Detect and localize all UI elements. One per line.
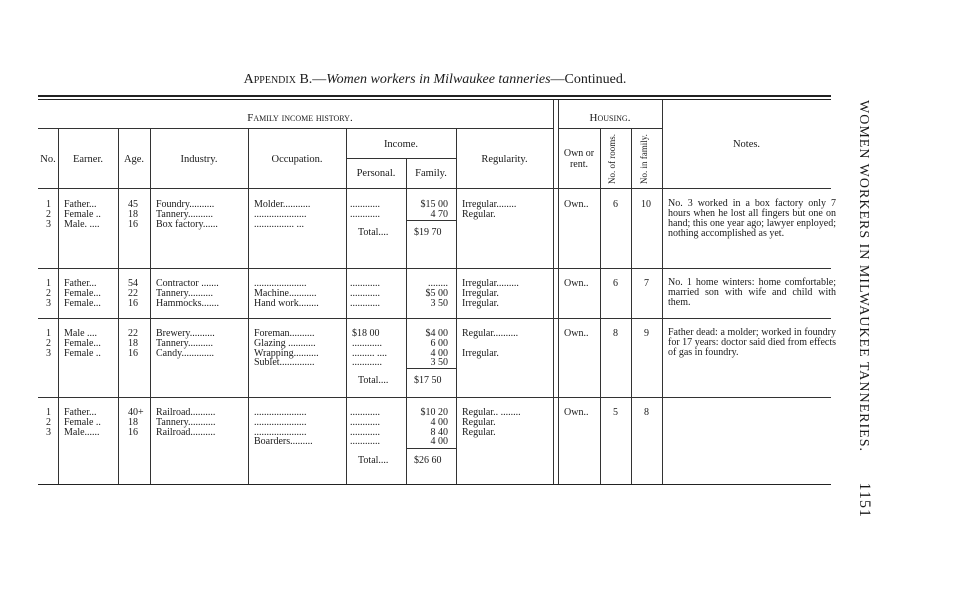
group1-personal: ............ ............ <box>350 199 380 220</box>
col-line <box>248 128 249 484</box>
col-line <box>553 100 554 484</box>
col-line <box>600 128 601 484</box>
income-header: Income. <box>383 139 419 150</box>
running-head <box>848 100 878 520</box>
group3-total: $17 50 <box>414 375 442 386</box>
group1-own: Own.. <box>564 199 589 210</box>
group1-in-family: 10 <box>641 199 651 210</box>
group1-nos: 1 2 3 <box>46 199 51 230</box>
group4-earners: Father... Female .. Male...... <box>64 407 101 438</box>
title-dash: — <box>312 72 327 87</box>
group1-family: $15 00 4 70 <box>420 199 448 220</box>
group1-total-label: Total.... <box>358 227 389 238</box>
group2-rooms: 6 <box>613 278 618 289</box>
col-line <box>150 128 151 484</box>
group4-total-label: Total.... <box>358 455 389 466</box>
group-sep <box>38 397 831 398</box>
page-number: 1151 <box>856 482 873 518</box>
group3-nos: 1 2 3 <box>46 328 51 359</box>
col-line <box>662 100 663 484</box>
occupation-header: Occupation. <box>271 154 323 165</box>
industry-header: Industry. <box>180 154 218 165</box>
title-subject: Women workers in Milwaukee tanneries <box>326 72 551 87</box>
title-suffix: —Continued. <box>550 72 627 87</box>
no-header: No. <box>40 154 56 165</box>
group2-regularity: Irregular......... Irregular. Irregular. <box>462 278 519 309</box>
housing-line <box>558 128 662 129</box>
group4-rooms: 5 <box>613 407 618 418</box>
running-head-text: WOMEN WORKERS IN MILWAUKEE TANNERIES. <box>856 100 871 453</box>
total-line <box>406 220 456 221</box>
family-header: Family. <box>415 168 447 179</box>
group4-personal: ............ ............ ............ ............ <box>350 407 380 448</box>
age-header: Age. <box>123 154 145 165</box>
group2-own: Own.. <box>564 278 589 289</box>
group3-occupations: Foreman.......... Glazing ........... Wrapping.......... Sublet.............. <box>254 328 319 369</box>
col-line <box>118 128 119 484</box>
top-rule-thin <box>38 99 831 100</box>
group3-own: Own.. <box>564 328 589 339</box>
group3-industries: Brewery.......... Tannery.......... Candy............. <box>156 328 215 359</box>
total-line <box>406 448 456 449</box>
group1-total: $19 70 <box>414 227 442 238</box>
group3-notes: Father dead: a molder; worked in foundry for 17 years: doctor said died from effects of gas in foundry. <box>668 327 836 358</box>
col-line <box>631 128 632 484</box>
group2-in-family: 7 <box>644 278 649 289</box>
header-bottom <box>38 188 831 189</box>
group2-industries: Contractor ....... Tannery.......... Hammocks....... <box>156 278 220 309</box>
group4-regularity: Regular.. ........ Regular. Regular. <box>462 407 521 438</box>
group3-earners: Male .... Female... Female .. <box>64 328 101 359</box>
housing-header: Housing. <box>589 112 631 124</box>
own-or-rent-header: Own or rent. <box>563 148 595 170</box>
group4-family: $10 20 4 00 8 40 4 00 <box>420 407 448 448</box>
group4-own: Own.. <box>564 407 589 418</box>
group1-regularity: Irregular........ Regular. <box>462 199 517 220</box>
col-line <box>58 128 59 484</box>
bottom-rule <box>38 484 831 485</box>
group3-ages: 22 18 16 <box>128 328 138 359</box>
group3-regularity: Regular.......... Irregular. <box>462 328 519 359</box>
col-line <box>456 128 457 484</box>
title-prefix: Appendix B. <box>243 72 313 87</box>
col-line <box>346 128 347 484</box>
group3-personal: $18 00 ............ ......... .... ............ <box>352 328 387 369</box>
group3-total-label: Total.... <box>358 375 389 386</box>
group4-occupations: ..................... ..................... ..................... Boarders......... <box>254 407 313 448</box>
top-rule <box>38 95 831 97</box>
group2-personal: ............ ............ ............ <box>350 278 380 309</box>
group2-earners: Father... Female... Female... <box>64 278 101 309</box>
regularity-header: Regularity. <box>481 154 528 165</box>
group3-in-family: 9 <box>644 328 649 339</box>
col-line <box>406 158 407 484</box>
group2-ages: 54 22 16 <box>128 278 138 309</box>
group4-total: $26 60 <box>414 455 442 466</box>
group4-industries: Railroad.......... Tannery........... Railroad.......... <box>156 407 216 438</box>
group4-nos: 1 2 3 <box>46 407 51 438</box>
in-family-header: No. in family. <box>639 134 649 184</box>
group4-ages: 40+ 18 16 <box>128 407 144 438</box>
group1-industries: Foundry.......... Tannery.......... Box factory...... <box>156 199 218 230</box>
rooms-header: No. of rooms. <box>607 134 617 184</box>
personal-header: Personal. <box>356 168 396 179</box>
page-title <box>0 72 870 88</box>
earner-header: Earner. <box>72 154 104 165</box>
group3-family: $4 00 6 00 4 00 3 50 <box>425 328 448 369</box>
group-sep <box>38 318 831 319</box>
group1-occupations: Molder........... ..................... ................ ... <box>254 199 311 230</box>
income-line <box>346 158 456 159</box>
group3-rooms: 8 <box>613 328 618 339</box>
group2-nos: 1 2 3 <box>46 278 51 309</box>
family-income-header: Family income history. <box>247 112 353 124</box>
group1-rooms: 6 <box>613 199 618 210</box>
header-line <box>38 128 553 129</box>
group1-ages: 45 18 16 <box>128 199 138 230</box>
group1-earners: Father... Female .. Male. .... <box>64 199 101 230</box>
group2-notes: No. 1 home winters: home comfortable; married son with wife and child with them. <box>668 277 836 308</box>
group2-family: ........ $5 00 3 50 <box>425 278 448 309</box>
group2-occupations: ..................... Machine........... Hand work........ <box>254 278 319 309</box>
group1-notes: No. 3 worked in a box factory only 7 hours when he lost all fingers but one on hand; this one year ago; lawyer enployed; nothing accomplished as yet. <box>668 198 836 239</box>
notes-header: Notes. <box>732 139 761 150</box>
group4-in-family: 8 <box>644 407 649 418</box>
group-sep <box>38 268 831 269</box>
